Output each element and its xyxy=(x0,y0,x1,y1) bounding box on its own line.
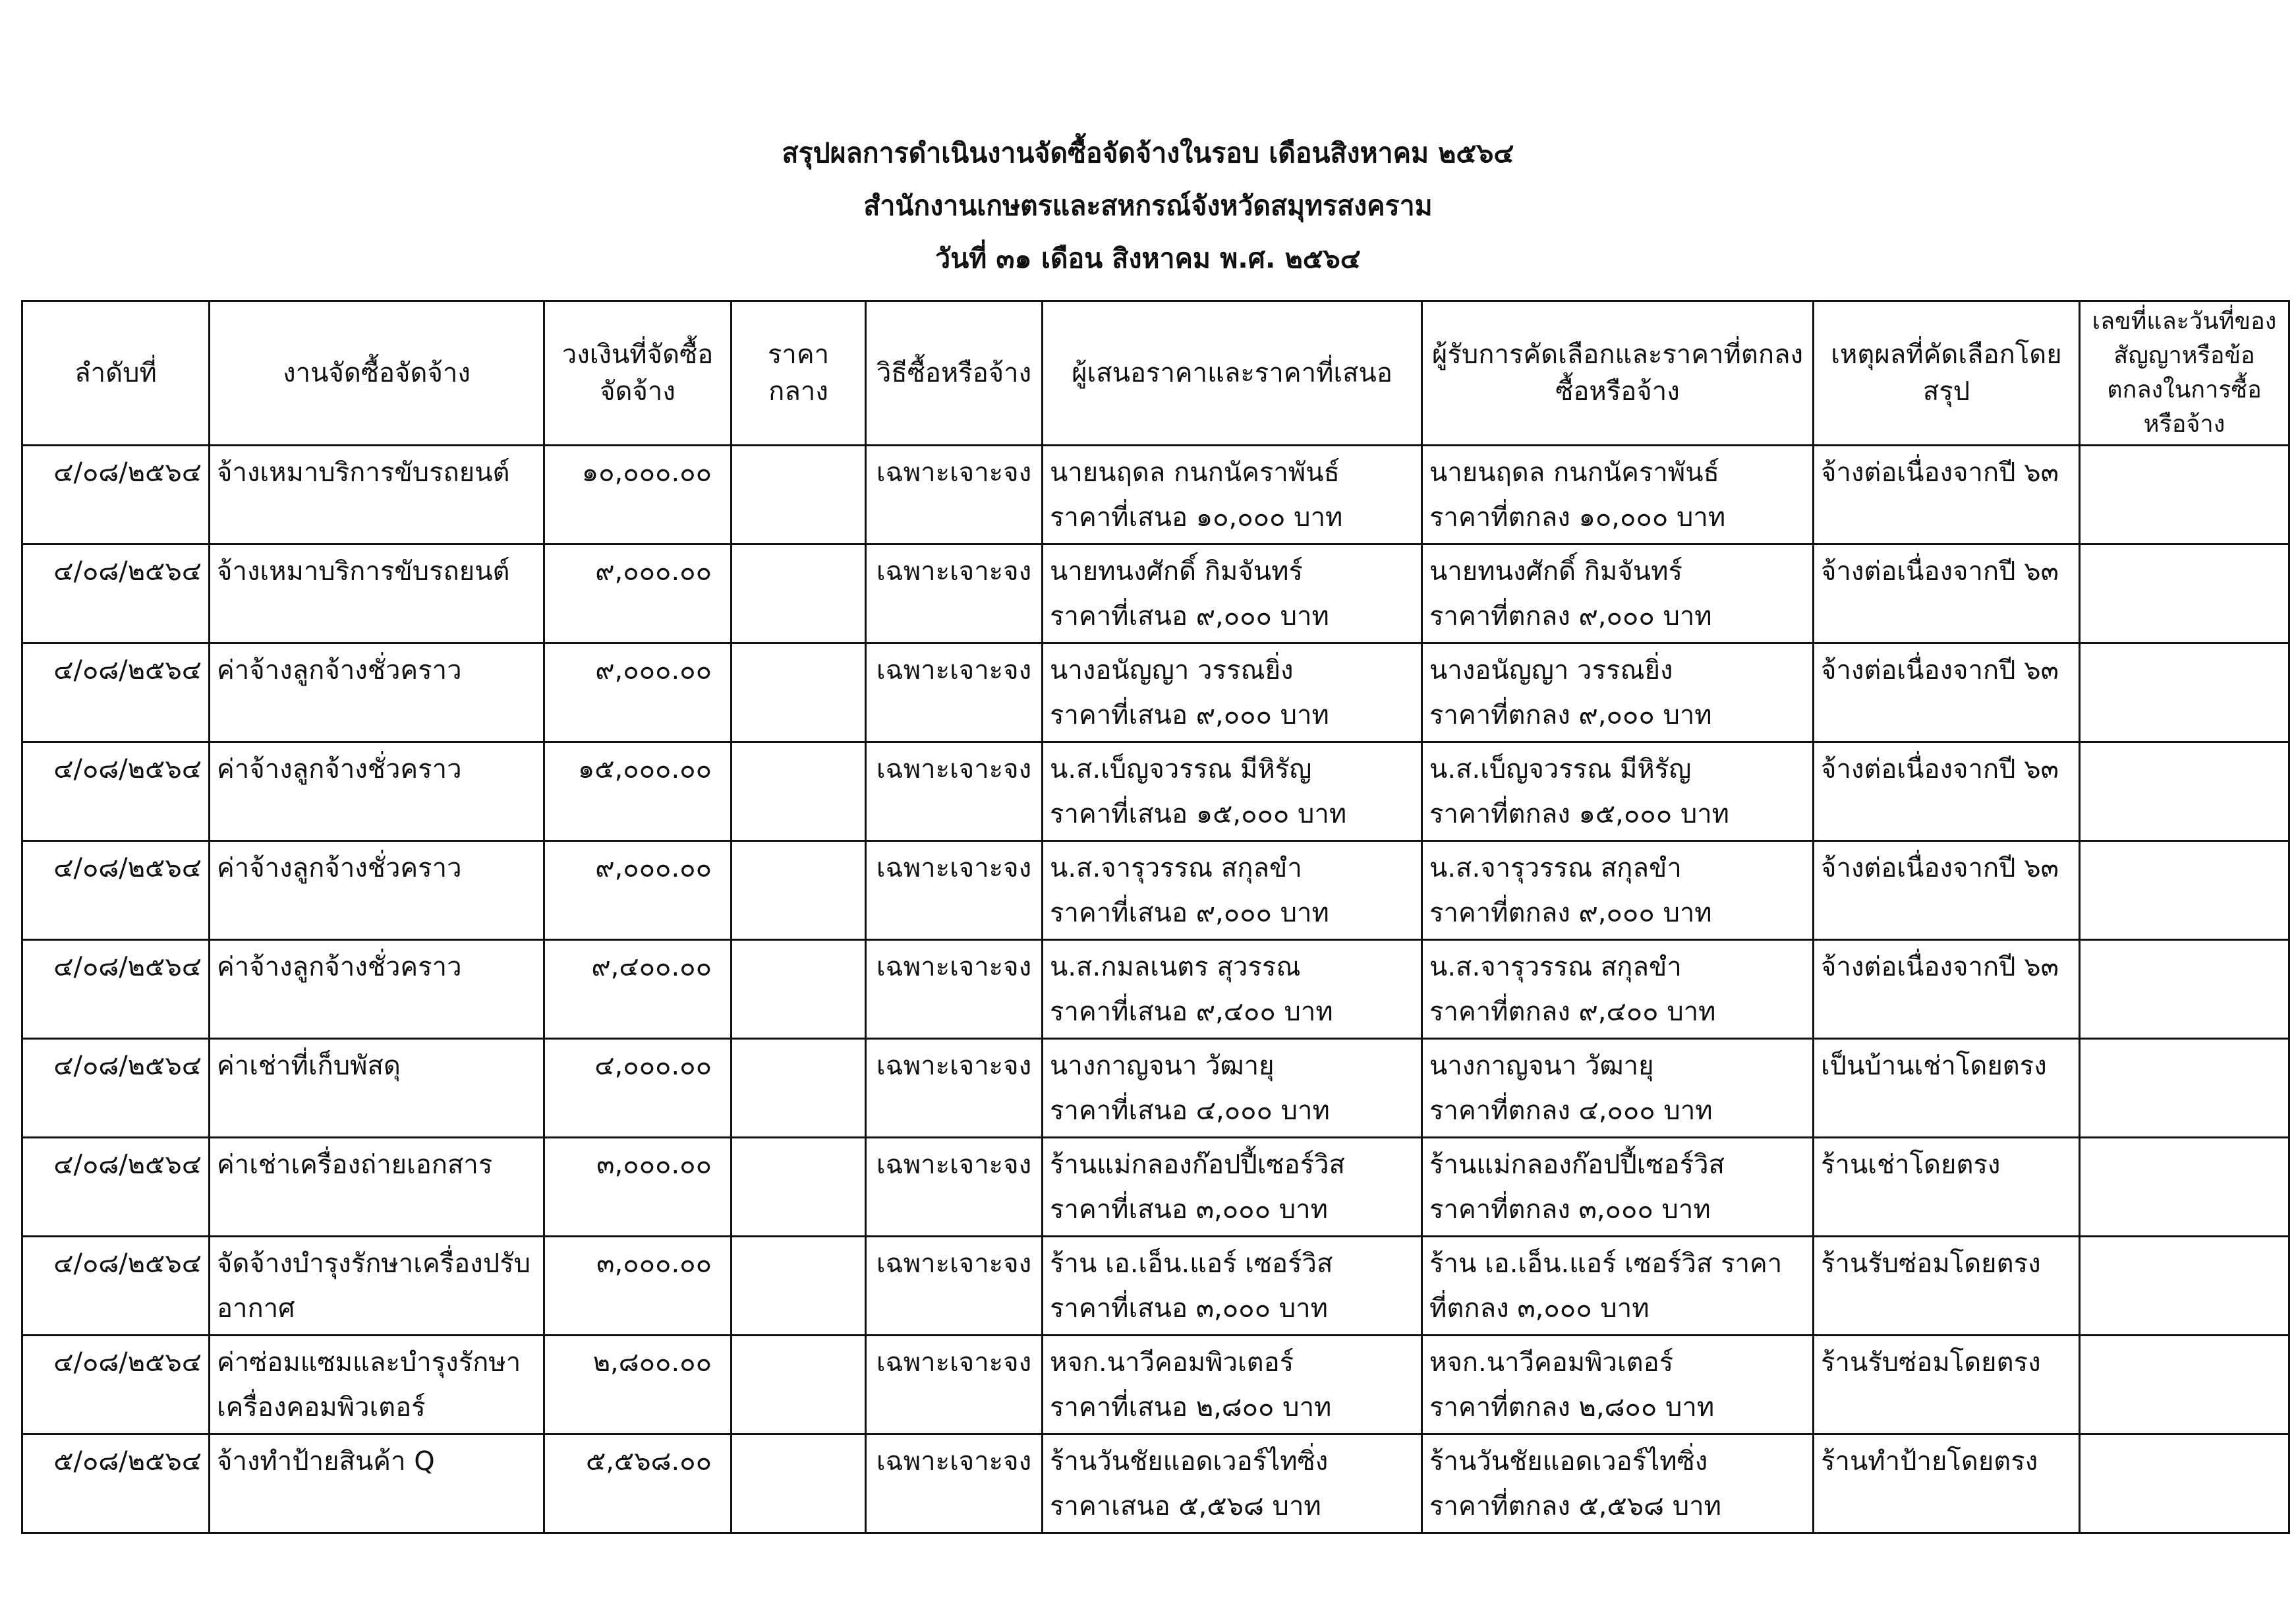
cell-median xyxy=(732,1336,866,1434)
cell-bidder xyxy=(1043,841,1422,940)
cell-winner xyxy=(1422,940,1814,1039)
cell-bidder-price: ราคาเสนอ ๕,๕๖๘ บาท xyxy=(1050,1491,1321,1521)
cell-winner-name: นายทนงศักดิ์ กิมจันทร์ xyxy=(1429,556,1683,587)
table-row xyxy=(22,545,2289,643)
cell-winner xyxy=(1422,1434,1814,1533)
procurement-table xyxy=(21,300,2290,1534)
cell-bidder-name: หจก.นาวีคอมพิวเตอร์ xyxy=(1050,1347,1294,1378)
cell-reason: จ้างต่อเนื่องจากปี ๖๓ xyxy=(1814,643,2080,742)
cell-reason: จ้างต่อเนื่องจากปี ๖๓ xyxy=(1814,545,2080,643)
cell-date: ๔/๐๘/๒๕๖๔ xyxy=(22,1336,210,1434)
cell-winner xyxy=(1422,446,1814,545)
cell-bidder-price: ราคาที่เสนอ ๔,๐๐๐ บาท xyxy=(1050,1096,1330,1126)
title-line-2: สำนักงานเกษตรและสหกรณ์จังหวัดสมุทรสงคราม xyxy=(863,190,1433,221)
header-seq: ลำดับที่ xyxy=(22,301,210,446)
cell-contract xyxy=(2080,545,2289,643)
cell-bidder-price: ราคาที่เสนอ ๙,๔๐๐ บาท xyxy=(1050,997,1333,1027)
cell-winner xyxy=(1422,1039,1814,1138)
cell-bidder-name: ร้านวันชัยแอดเวอร์ไทซิ่ง xyxy=(1050,1446,1329,1477)
cell-date: ๔/๐๘/๒๕๖๔ xyxy=(22,841,210,940)
cell-bidder xyxy=(1043,940,1422,1039)
cell-bidder xyxy=(1043,1434,1422,1533)
header-winner: ผู้รับการคัดเลือกและราคาที่ตกลงซื้อหรือจ้าง xyxy=(1422,301,1814,446)
table-row xyxy=(22,940,2289,1039)
table-row xyxy=(22,446,2289,545)
cell-contract xyxy=(2080,841,2289,940)
cell-winner-name: นายนฤดล กนกนัคราพันธ์ xyxy=(1429,457,1719,488)
cell-contract xyxy=(2080,1336,2289,1434)
cell-winner-name: นางอนัญญา วรรณยิ่ง xyxy=(1429,655,1673,686)
cell-median xyxy=(732,742,866,841)
cell-median xyxy=(732,1434,866,1533)
document-titles xyxy=(0,127,2296,285)
cell-date: ๔/๐๘/๒๕๖๔ xyxy=(22,446,210,545)
cell-date: ๔/๐๘/๒๕๖๔ xyxy=(22,742,210,841)
cell-method: เฉพาะเจาะจง xyxy=(866,1237,1043,1336)
cell-median xyxy=(732,643,866,742)
cell-bidder-name: นางอนัญญา วรรณยิ่ง xyxy=(1050,655,1294,686)
cell-amount: ๙,๐๐๐.๐๐ xyxy=(544,643,732,742)
cell-work: ค่าจ้างลูกจ้างชั่วคราว xyxy=(210,742,544,841)
cell-amount: ๒,๘๐๐.๐๐ xyxy=(544,1336,732,1434)
cell-bidder-name: นางกาญจนา วัฒายุ xyxy=(1050,1051,1275,1081)
cell-bidder-name: น.ส.กมลเนตร สุวรรณ xyxy=(1050,952,1301,982)
cell-winner xyxy=(1422,643,1814,742)
cell-work: ค่าจ้างลูกจ้างชั่วคราว xyxy=(210,940,544,1039)
cell-winner-name: น.ส.จารุวรรณ สกุลขำ xyxy=(1429,853,1682,883)
cell-bidder-price: ราคาที่เสนอ ๒,๘๐๐ บาท xyxy=(1050,1392,1332,1423)
cell-bidder-price: ราคาที่เสนอ ๓,๐๐๐ บาท xyxy=(1050,1293,1328,1324)
cell-bidder-name: นายทนงศักดิ์ กิมจันทร์ xyxy=(1050,556,1304,587)
cell-bidder-price: ราคาที่เสนอ ๑๐,๐๐๐ บาท xyxy=(1050,502,1343,533)
table-row xyxy=(22,1237,2289,1336)
cell-bidder-name: น.ส.จารุวรรณ สกุลขำ xyxy=(1050,853,1302,883)
table-row xyxy=(22,1434,2289,1533)
cell-bidder xyxy=(1043,1237,1422,1336)
cell-amount: ๙,๐๐๐.๐๐ xyxy=(544,841,732,940)
cell-method: เฉพาะเจาะจง xyxy=(866,841,1043,940)
cell-amount: ๕,๕๖๘.๐๐ xyxy=(544,1434,732,1533)
cell-bidder xyxy=(1043,742,1422,841)
cell-winner xyxy=(1422,1138,1814,1237)
cell-median xyxy=(732,1039,866,1138)
cell-winner-price: ราคาที่ตกลง ๒,๘๐๐ บาท xyxy=(1429,1392,1715,1423)
cell-reason: ร้านทำป้ายโดยตรง xyxy=(1814,1434,2080,1533)
cell-bidder xyxy=(1043,1336,1422,1434)
cell-method: เฉพาะเจาะจง xyxy=(866,1138,1043,1237)
table-row xyxy=(22,742,2289,841)
title-line-3: วันที่ ๓๑ เดือน สิงหาคม พ.ศ. ๒๕๖๔ xyxy=(935,243,1361,274)
cell-method: เฉพาะเจาะจง xyxy=(866,742,1043,841)
cell-winner-price: ราคาที่ตกลง ๑๐,๐๐๐ บาท xyxy=(1429,502,1726,533)
cell-winner xyxy=(1422,545,1814,643)
cell-contract xyxy=(2080,1138,2289,1237)
cell-winner-name: ร้านแม่กลองก๊อปปี้เซอร์วิส xyxy=(1429,1150,1725,1180)
cell-contract xyxy=(2080,940,2289,1039)
cell-winner-price: ราคาที่ตกลง ๑๕,๐๐๐ บาท xyxy=(1429,799,1730,829)
cell-method: เฉพาะเจาะจง xyxy=(866,1039,1043,1138)
cell-bidder-name: นายนฤดล กนกนัคราพันธ์ xyxy=(1050,457,1340,488)
cell-work: ค่าซ่อมแซมและบำรุงรักษาเครื่องคอมพิวเตอร์ xyxy=(210,1336,544,1434)
cell-winner-price: ที่ตกลง ๓,๐๐๐ บาท xyxy=(1429,1293,1650,1324)
cell-date: ๔/๐๘/๒๕๖๔ xyxy=(22,1237,210,1336)
cell-bidder-name: ร้านแม่กลองก๊อปปี้เซอร์วิส xyxy=(1050,1150,1345,1180)
cell-work: จ้างเหมาบริการขับรถยนต์ xyxy=(210,446,544,545)
cell-winner-name: ร้าน เอ.เอ็น.แอร์ เซอร์วิส ราคา xyxy=(1429,1249,1783,1279)
cell-amount: ๑๐,๐๐๐.๐๐ xyxy=(544,446,732,545)
header-reason: เหตุผลที่คัดเลือกโดยสรุป xyxy=(1814,301,2080,446)
cell-winner-name: นางกาญจนา วัฒายุ xyxy=(1429,1051,1654,1081)
cell-work: ค่าเช่าที่เก็บพัสดุ xyxy=(210,1039,544,1138)
cell-date: ๔/๐๘/๒๕๖๔ xyxy=(22,643,210,742)
cell-date: ๔/๐๘/๒๕๖๔ xyxy=(22,1039,210,1138)
cell-bidder-price: ราคาที่เสนอ ๙,๐๐๐ บาท xyxy=(1050,898,1329,928)
cell-winner-price: ราคาที่ตกลง ๔,๐๐๐ บาท xyxy=(1429,1096,1713,1126)
table-row xyxy=(22,643,2289,742)
cell-work: จัดจ้างบำรุงรักษาเครื่องปรับอากาศ xyxy=(210,1237,544,1336)
cell-bidder-price: ราคาที่เสนอ ๙,๐๐๐ บาท xyxy=(1050,601,1329,632)
header-work: งานจัดซื้อจัดจ้าง xyxy=(210,301,544,446)
cell-bidder xyxy=(1043,545,1422,643)
header-row xyxy=(22,301,2289,446)
table-row xyxy=(22,1138,2289,1237)
cell-reason: ร้านรับซ่อมโดยตรง xyxy=(1814,1237,2080,1336)
cell-reason: จ้างต่อเนื่องจากปี ๖๓ xyxy=(1814,940,2080,1039)
cell-bidder-price: ราคาที่เสนอ ๓,๐๐๐ บาท xyxy=(1050,1194,1328,1225)
cell-winner-price: ราคาที่ตกลง ๙,๐๐๐ บาท xyxy=(1429,700,1712,730)
cell-median xyxy=(732,1237,866,1336)
cell-winner xyxy=(1422,1237,1814,1336)
cell-contract xyxy=(2080,446,2289,545)
cell-reason: ร้านเช่าโดยตรง xyxy=(1814,1138,2080,1237)
cell-winner-price: ราคาที่ตกลง ๓,๐๐๐ บาท xyxy=(1429,1194,1711,1225)
header-bidder: ผู้เสนอราคาและราคาที่เสนอ xyxy=(1043,301,1422,446)
header-contract: เลขที่และวันที่ของสัญญาหรือข้อตกลงในการซื้อหรือจ้าง xyxy=(2080,301,2289,446)
table-row xyxy=(22,841,2289,940)
title-line-1: สรุปผลการดำเนินงานจัดซื้อจัดจ้างในรอบ เดือนสิงหาคม ๒๕๖๔ xyxy=(782,137,1514,169)
table-row xyxy=(22,1039,2289,1138)
cell-date: ๔/๐๘/๒๕๖๔ xyxy=(22,545,210,643)
cell-bidder-name: ร้าน เอ.เอ็น.แอร์ เซอร์วิส xyxy=(1050,1249,1333,1279)
cell-work: จ้างทำป้ายสินค้า Q xyxy=(210,1434,544,1533)
header-method: วิธีซื้อหรือจ้าง xyxy=(866,301,1043,446)
table-row xyxy=(22,1336,2289,1434)
cell-contract xyxy=(2080,1237,2289,1336)
cell-bidder-price: ราคาที่เสนอ ๑๕,๐๐๐ บาท xyxy=(1050,799,1347,829)
cell-amount: ๑๕,๐๐๐.๐๐ xyxy=(544,742,732,841)
cell-winner-price: ราคาที่ตกลง ๙,๔๐๐ บาท xyxy=(1429,997,1716,1027)
cell-reason: จ้างต่อเนื่องจากปี ๖๓ xyxy=(1814,841,2080,940)
cell-median xyxy=(732,940,866,1039)
cell-median xyxy=(732,1138,866,1237)
header-median: ราคากลาง xyxy=(732,301,866,446)
cell-winner xyxy=(1422,841,1814,940)
cell-bidder xyxy=(1043,643,1422,742)
cell-date: ๕/๐๘/๒๕๖๔ xyxy=(22,1434,210,1533)
cell-reason: เป็นบ้านเช่าโดยตรง xyxy=(1814,1039,2080,1138)
cell-median xyxy=(732,841,866,940)
cell-method: เฉพาะเจาะจง xyxy=(866,940,1043,1039)
cell-method: เฉพาะเจาะจง xyxy=(866,446,1043,545)
cell-winner-name: น.ส.เบ็ญจวรรณ มีหิรัญ xyxy=(1429,754,1692,784)
cell-bidder xyxy=(1043,1039,1422,1138)
cell-contract xyxy=(2080,643,2289,742)
cell-work: ค่าเช่าเครื่องถ่ายเอกสาร xyxy=(210,1138,544,1237)
cell-winner-price: ราคาที่ตกลง ๙,๐๐๐ บาท xyxy=(1429,898,1712,928)
cell-method: เฉพาะเจาะจง xyxy=(866,643,1043,742)
cell-amount: ๙,๔๐๐.๐๐ xyxy=(544,940,732,1039)
cell-winner xyxy=(1422,742,1814,841)
cell-method: เฉพาะเจาะจง xyxy=(866,545,1043,643)
cell-reason: ร้านรับซ่อมโดยตรง xyxy=(1814,1336,2080,1434)
cell-contract xyxy=(2080,1039,2289,1138)
cell-winner xyxy=(1422,1336,1814,1434)
cell-bidder-price: ราคาที่เสนอ ๙,๐๐๐ บาท xyxy=(1050,700,1329,730)
cell-bidder xyxy=(1043,1138,1422,1237)
cell-bidder-name: น.ส.เบ็ญจวรรณ มีหิรัญ xyxy=(1050,754,1312,784)
cell-work: จ้างเหมาบริการขับรถยนต์ xyxy=(210,545,544,643)
cell-amount: ๔,๐๐๐.๐๐ xyxy=(544,1039,732,1138)
cell-winner-price: ราคาที่ตกลง ๕,๕๖๘ บาท xyxy=(1429,1491,1721,1521)
header-budget: วงเงินที่จัดซื้อจัดจ้าง xyxy=(544,301,732,446)
cell-winner-name: น.ส.จารุวรรณ สกุลขำ xyxy=(1429,952,1682,982)
cell-method: เฉพาะเจาะจง xyxy=(866,1434,1043,1533)
cell-amount: ๓,๐๐๐.๐๐ xyxy=(544,1138,732,1237)
cell-winner-name: ร้านวันชัยแอดเวอร์ไทซิ่ง xyxy=(1429,1446,1708,1477)
cell-reason: จ้างต่อเนื่องจากปี ๖๓ xyxy=(1814,446,2080,545)
cell-work: ค่าจ้างลูกจ้างชั่วคราว xyxy=(210,841,544,940)
cell-bidder xyxy=(1043,446,1422,545)
cell-amount: ๓,๐๐๐.๐๐ xyxy=(544,1237,732,1336)
cell-median xyxy=(732,545,866,643)
cell-date: ๔/๐๘/๒๕๖๔ xyxy=(22,940,210,1039)
cell-contract xyxy=(2080,742,2289,841)
cell-date: ๔/๐๘/๒๕๖๔ xyxy=(22,1138,210,1237)
cell-reason: จ้างต่อเนื่องจากปี ๖๓ xyxy=(1814,742,2080,841)
cell-winner-name: หจก.นาวีคอมพิวเตอร์ xyxy=(1429,1347,1674,1378)
cell-method: เฉพาะเจาะจง xyxy=(866,1336,1043,1434)
cell-amount: ๙,๐๐๐.๐๐ xyxy=(544,545,732,643)
cell-work: ค่าจ้างลูกจ้างชั่วคราว xyxy=(210,643,544,742)
cell-contract xyxy=(2080,1434,2289,1533)
cell-winner-price: ราคาที่ตกลง ๙,๐๐๐ บาท xyxy=(1429,601,1712,632)
cell-median xyxy=(732,446,866,545)
